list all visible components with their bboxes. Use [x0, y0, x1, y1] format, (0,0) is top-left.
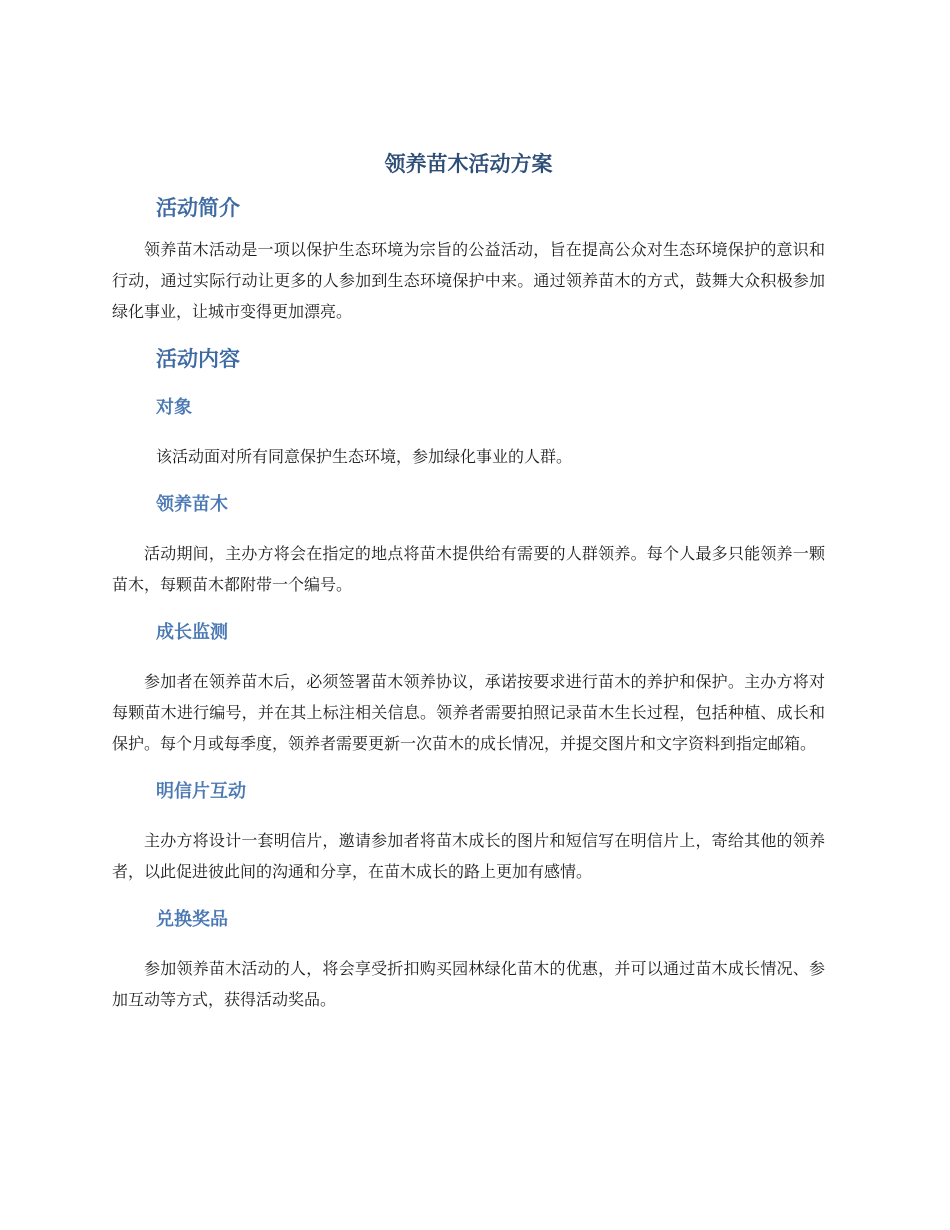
- heading-intro: 活动简介: [156, 196, 240, 220]
- heading-postcard: 明信片互动: [156, 781, 246, 802]
- paragraph-target: 该活动面对所有同意保护生态环境，参加绿化事业的人群。: [156, 447, 573, 466]
- heading-adopt: 领养苗木: [156, 494, 228, 515]
- document-title: 领养苗木活动方案: [384, 152, 553, 176]
- heading-monitor: 成长监测: [156, 622, 228, 643]
- heading-prize: 兑换奖品: [156, 909, 228, 930]
- paragraph-adopt: 活动期间，主办方将会在指定的地点将苗木提供给有需要的人群领养。每个人最多只能领养一颗苗木，每颗苗木都附带一个编号。: [112, 544, 825, 594]
- paragraph-prize: 参加领养苗木活动的人，将会享受折扣购买园林绿化苗木的优惠，并可以通过苗木成长情况、参加互动等方式，获得活动奖品。: [112, 959, 825, 1009]
- heading-content: 活动内容: [156, 347, 240, 371]
- paragraph-intro: 领养苗木活动是一项以保护生态环境为宗旨的公益活动，旨在提高公众对生态环境保护的意识和行动，通过实际行动让更多的人参加到生态环境保护中来。通过领养苗木的方式，鼓舞大众积极参加绿化事业，让城市变得更加漂亮。: [112, 240, 825, 321]
- heading-target: 对象: [156, 397, 192, 418]
- paragraph-monitor: 参加者在领养苗木后，必须签署苗木领养协议，承诺按要求进行苗木的养护和保护。主办方将对每颗苗木进行编号，并在其上标注相关信息。领养者需要拍照记录苗木生长过程，包括种植、成长和保护。每个月或每季度，领养者需要更新一次苗木的成长情况，并提交图片和文字资料到指定邮箱。: [112, 672, 825, 753]
- paragraph-postcard: 主办方将设计一套明信片，邀请参加者将苗木成长的图片和短信写在明信片上，寄给其他的领养者，以此促进彼此间的沟通和分享，在苗木成长的路上更加有感情。: [112, 831, 825, 881]
